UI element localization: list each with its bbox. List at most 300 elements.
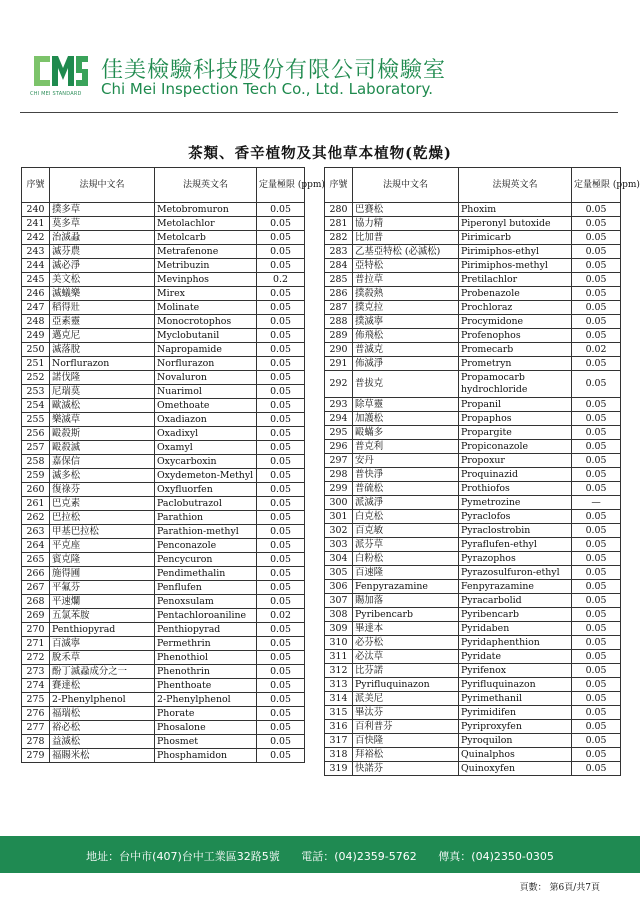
limit-cell: 0.05 <box>572 468 621 482</box>
row-number: 311 <box>325 650 353 664</box>
table-row <box>325 273 621 287</box>
table-row <box>325 524 621 538</box>
limit-cell: 0.05 <box>572 357 621 371</box>
chinese-name-cell: 拜裕松 <box>353 748 459 762</box>
row-number: 276 <box>22 707 50 721</box>
row-number: 310 <box>325 636 353 650</box>
row-number: 241 <box>22 217 50 231</box>
chinese-name-cell: Norflurazon <box>50 357 155 371</box>
row-number: 284 <box>325 259 353 273</box>
limit-cell: 0.05 <box>572 664 621 678</box>
limit-cell: 0.05 <box>257 245 305 259</box>
chinese-name-cell: 撲殺熱 <box>353 287 459 301</box>
row-number: 293 <box>325 398 353 412</box>
table-row <box>22 497 305 511</box>
chinese-name-cell: 白克松 <box>353 510 459 524</box>
english-name-cell: Quinalphos <box>459 748 572 762</box>
english-name-cell: Phosmet <box>155 735 257 749</box>
table-row <box>22 385 305 399</box>
chinese-name-cell: 平克座 <box>50 539 155 553</box>
table-row <box>325 301 621 315</box>
table-row <box>325 748 621 762</box>
english-name-cell: Oxadiazon <box>155 413 257 427</box>
english-name-cell: Phorate <box>155 707 257 721</box>
english-name-cell: Proquinazid <box>459 468 572 482</box>
table-row <box>22 553 305 567</box>
row-number: 283 <box>325 245 353 259</box>
limit-cell: 0.05 <box>572 566 621 580</box>
table-row <box>22 581 305 595</box>
pesticide-table-right <box>324 167 640 776</box>
row-number: 308 <box>325 608 353 622</box>
english-name-cell: Profenophos <box>459 329 572 343</box>
row-number: 266 <box>22 567 50 581</box>
table-row <box>325 762 621 776</box>
row-number: 248 <box>22 315 50 329</box>
table-row <box>325 357 621 371</box>
limit-cell: 0.05 <box>572 482 621 496</box>
row-number: 287 <box>325 301 353 315</box>
english-name-cell: Myclobutanil <box>155 329 257 343</box>
chinese-name-cell: 莫多草 <box>50 217 155 231</box>
limit-cell: 0.05 <box>572 552 621 566</box>
limit-cell: 0.05 <box>257 707 305 721</box>
english-name-cell: Metobromuron <box>155 203 257 217</box>
row-number: 317 <box>325 734 353 748</box>
chinese-name-cell: 百滅寧 <box>50 637 155 651</box>
row-number: 270 <box>22 623 50 637</box>
table-row <box>325 720 621 734</box>
english-name-cell: Pirimiphos-methyl <box>459 259 572 273</box>
english-name-cell: Propargite <box>459 426 572 440</box>
table-row <box>325 608 621 622</box>
row-number: 288 <box>325 315 353 329</box>
limit-cell: 0.05 <box>257 413 305 427</box>
limit-cell: 0.05 <box>257 749 305 763</box>
chinese-name-cell: Pyribencarb <box>353 608 459 622</box>
limit-cell: 0.05 <box>257 665 305 679</box>
table-row <box>22 273 305 287</box>
english-name-cell: Penflufen <box>155 581 257 595</box>
english-name-cell: Norflurazon <box>155 357 257 371</box>
row-number: 259 <box>22 469 50 483</box>
row-number: 273 <box>22 665 50 679</box>
row-number: 262 <box>22 511 50 525</box>
row-number: 300 <box>325 496 353 510</box>
row-number: 294 <box>325 412 353 426</box>
limit-cell: 0.05 <box>572 510 621 524</box>
chinese-name-cell: 百快隆 <box>353 734 459 748</box>
chinese-name-cell: 巴拉松 <box>50 511 155 525</box>
english-name-cell: Pyracarbolid <box>459 594 572 608</box>
row-number: 261 <box>22 497 50 511</box>
table-row <box>325 245 621 259</box>
chinese-name-cell: 樂滅草 <box>50 413 155 427</box>
limit-cell: 0.05 <box>257 385 305 399</box>
chinese-name-cell: 比芬諾 <box>353 664 459 678</box>
limit-cell: 0.05 <box>572 636 621 650</box>
chinese-name-cell: 畢達本 <box>353 622 459 636</box>
table-header-row <box>325 168 621 203</box>
table-row <box>22 441 305 455</box>
row-number: 246 <box>22 287 50 301</box>
row-number: 280 <box>325 203 353 217</box>
english-name-cell: Pymetrozine <box>459 496 572 510</box>
english-name-cell: Pyrifenox <box>459 664 572 678</box>
english-name-cell: Metolcarb <box>155 231 257 245</box>
chinese-name-cell: 復祿芬 <box>50 483 155 497</box>
header-chinese-name: 法規中文名 <box>353 168 459 203</box>
row-number: 316 <box>325 720 353 734</box>
table-row <box>22 413 305 427</box>
limit-cell: 0.05 <box>572 203 621 217</box>
table-row <box>325 217 621 231</box>
english-name-cell: 2-Phenylphenol <box>155 693 257 707</box>
row-number: 289 <box>325 329 353 343</box>
chinese-name-cell: 普克利 <box>353 440 459 454</box>
chinese-name-cell: 賓克隆 <box>50 553 155 567</box>
table-row <box>22 231 305 245</box>
limit-cell: 0.05 <box>572 762 621 776</box>
limit-cell: 0.05 <box>257 371 305 385</box>
chinese-name-cell: 派美尼 <box>353 692 459 706</box>
row-number: 253 <box>22 385 50 399</box>
limit-cell: 0.05 <box>257 679 305 693</box>
row-number: 267 <box>22 581 50 595</box>
english-name-cell: Metrafenone <box>155 245 257 259</box>
limit-cell: 0.05 <box>572 273 621 287</box>
english-name-cell: Metolachlor <box>155 217 257 231</box>
chinese-name-cell: 2-Phenylphenol <box>50 693 155 707</box>
header-limit: 定量極限 (ppm) <box>572 168 621 203</box>
table-row <box>325 329 621 343</box>
chinese-name-cell: 佈滅淨 <box>353 357 459 371</box>
chinese-name-cell: Fenpyrazamine <box>353 580 459 594</box>
row-number: 312 <box>325 664 353 678</box>
row-number: 319 <box>325 762 353 776</box>
limit-cell: 0.05 <box>572 245 621 259</box>
chinese-name-cell: 美文松 <box>50 273 155 287</box>
table-row <box>22 749 305 763</box>
table-row <box>325 454 621 468</box>
chinese-name-cell: 派滅淨 <box>353 496 459 510</box>
chinese-name-cell: 撲克拉 <box>353 301 459 315</box>
english-name-cell: Prochloraz <box>459 301 572 315</box>
header-divider <box>20 112 618 113</box>
table-row <box>22 679 305 693</box>
limit-cell: 0.05 <box>257 329 305 343</box>
chinese-name-cell: 安丹 <box>353 454 459 468</box>
english-name-cell: Pyridaben <box>459 622 572 636</box>
row-number: 304 <box>325 552 353 566</box>
table-row <box>325 412 621 426</box>
table-row <box>325 482 621 496</box>
english-name-cell: Probenazole <box>459 287 572 301</box>
row-number: 252 <box>22 371 50 385</box>
chinese-name-cell: 福賜米松 <box>50 749 155 763</box>
row-number: 247 <box>22 301 50 315</box>
limit-cell: 0.05 <box>257 287 305 301</box>
row-number: 278 <box>22 735 50 749</box>
table-row <box>22 357 305 371</box>
table-body-left <box>22 203 305 763</box>
chinese-name-cell: 比加普 <box>353 231 459 245</box>
table-row <box>22 693 305 707</box>
limit-cell: 0.05 <box>572 371 621 398</box>
row-number: 272 <box>22 651 50 665</box>
table-row <box>325 510 621 524</box>
limit-cell: 0.05 <box>257 721 305 735</box>
row-number: 290 <box>325 343 353 357</box>
english-name-cell: Phenthoate <box>155 679 257 693</box>
limit-cell: 0.05 <box>257 441 305 455</box>
table-row <box>22 511 305 525</box>
table-row <box>325 315 621 329</box>
table-row <box>22 427 305 441</box>
chinese-name-cell: 滅芬農 <box>50 245 155 259</box>
row-number: 255 <box>22 413 50 427</box>
english-name-cell: Pyrifluquinazon <box>459 678 572 692</box>
chinese-name-cell: 歐滅松 <box>50 399 155 413</box>
limit-cell: 0.05 <box>257 455 305 469</box>
header-english-name: 法規英文名 <box>155 168 257 203</box>
english-name-cell: Pyriproxyfen <box>459 720 572 734</box>
english-name-cell: Pyrazosulfuron-ethyl <box>459 566 572 580</box>
chinese-name-cell: 普快淨 <box>353 468 459 482</box>
logo-subtitle: CHI MEI STANDARD <box>30 91 82 97</box>
english-name-cell: Pyribencarb <box>459 608 572 622</box>
row-number: 301 <box>325 510 353 524</box>
table-row <box>22 567 305 581</box>
limit-cell: 0.05 <box>257 637 305 651</box>
english-name-cell: Parathion <box>155 511 257 525</box>
chinese-name-cell: 亞特松 <box>353 259 459 273</box>
limit-cell: 0.05 <box>572 440 621 454</box>
limit-cell: 0.05 <box>572 748 621 762</box>
english-name-cell: Oxamyl <box>155 441 257 455</box>
table-row <box>22 721 305 735</box>
table-row <box>325 734 621 748</box>
limit-cell: 0.05 <box>572 287 621 301</box>
english-name-cell: Penconazole <box>155 539 257 553</box>
chinese-name-cell: 稻得壯 <box>50 301 155 315</box>
english-name-cell: Pyridaphenthion <box>459 636 572 650</box>
english-name-cell: Napropamide <box>155 343 257 357</box>
table-row <box>22 287 305 301</box>
limit-cell: 0.05 <box>257 623 305 637</box>
chinese-name-cell: 百速隆 <box>353 566 459 580</box>
table-row <box>325 259 621 273</box>
limit-cell: 0.05 <box>572 594 621 608</box>
english-name-cell: Phenothrin <box>155 665 257 679</box>
english-name-cell: Prometryn <box>459 357 572 371</box>
table-row <box>325 398 621 412</box>
table-body-right <box>325 203 621 776</box>
chinese-name-cell: 加護松 <box>353 412 459 426</box>
english-name-cell: Pentachloroaniline <box>155 609 257 623</box>
limit-cell: 0.05 <box>572 412 621 426</box>
english-name-cell: Phosalone <box>155 721 257 735</box>
limit-cell: 0.05 <box>257 203 305 217</box>
english-name-cell: Pretilachlor <box>459 273 572 287</box>
row-number: 258 <box>22 455 50 469</box>
table-row <box>22 595 305 609</box>
english-name-cell: Parathion-methyl <box>155 525 257 539</box>
row-number: 268 <box>22 595 50 609</box>
row-number: 295 <box>325 426 353 440</box>
table-row <box>22 217 305 231</box>
chinese-name-cell: 賜加落 <box>353 594 459 608</box>
chinese-name-cell: 滅必淨 <box>50 259 155 273</box>
company-name-english: Chi Mei Inspection Tech Co., Ltd. Laboratory. <box>101 80 433 98</box>
row-number: 291 <box>325 357 353 371</box>
company-name-chinese: 佳美檢驗科技股份有限公司檢驗室 <box>101 58 447 83</box>
row-number: 305 <box>325 566 353 580</box>
english-name-cell: Oxycarboxin <box>155 455 257 469</box>
table-row <box>22 609 305 623</box>
table-row <box>22 371 305 385</box>
chinese-name-cell: 裕必松 <box>50 721 155 735</box>
row-number: 303 <box>325 538 353 552</box>
english-name-cell: Omethoate <box>155 399 257 413</box>
chinese-name-cell: 亞素靈 <box>50 315 155 329</box>
limit-cell: 0.05 <box>257 469 305 483</box>
chinese-name-cell: 畢汰芬 <box>353 706 459 720</box>
english-name-cell: Pyraclofos <box>459 510 572 524</box>
table-row <box>325 566 621 580</box>
header-chinese-name: 法規中文名 <box>50 168 155 203</box>
limit-cell: — <box>572 496 621 510</box>
footer-address: 地址：台中市(407)台中工業區32路5號 <box>86 850 280 863</box>
english-name-cell: Monocrotophos <box>155 315 257 329</box>
limit-cell: 0.05 <box>572 720 621 734</box>
chinese-name-cell: 益滅松 <box>50 735 155 749</box>
english-name-cell: Metribuzin <box>155 259 257 273</box>
chinese-name-cell: 毆殺滅 <box>50 441 155 455</box>
company-logo <box>30 52 92 90</box>
chinese-name-cell: 乙基亞特松 (必滅松) <box>353 245 459 259</box>
limit-cell: 0.05 <box>257 511 305 525</box>
english-name-cell: Piperonyl butoxide <box>459 217 572 231</box>
table-row <box>325 496 621 510</box>
english-name-cell: Phosphamidon <box>155 749 257 763</box>
header-limit: 定量極限 (ppm) <box>257 168 305 203</box>
page-number: 頁數： 第6頁/共7頁 <box>519 883 600 893</box>
table-row <box>22 707 305 721</box>
table-row <box>325 203 621 217</box>
table-row <box>22 315 305 329</box>
chinese-name-cell: 平速爛 <box>50 595 155 609</box>
english-name-cell: Pyrimidifen <box>459 706 572 720</box>
chinese-name-cell: 毆殺斯 <box>50 427 155 441</box>
letterhead <box>0 0 640 110</box>
limit-cell: 0.05 <box>572 231 621 245</box>
table-row <box>22 399 305 413</box>
row-number: 269 <box>22 609 50 623</box>
row-number: 313 <box>325 678 353 692</box>
table-row <box>22 665 305 679</box>
chinese-name-cell: 必汰草 <box>353 650 459 664</box>
limit-cell: 0.05 <box>257 539 305 553</box>
row-number: 282 <box>325 231 353 245</box>
limit-cell: 0.05 <box>572 315 621 329</box>
pesticide-table-left <box>21 167 325 763</box>
chinese-name-cell: 治滅蝨 <box>50 231 155 245</box>
row-number: 257 <box>22 441 50 455</box>
english-name-cell: Pyrazophos <box>459 552 572 566</box>
chinese-name-cell: 撲多草 <box>50 203 155 217</box>
limit-cell: 0.05 <box>257 427 305 441</box>
limit-cell: 0.05 <box>572 524 621 538</box>
row-number: 309 <box>325 622 353 636</box>
row-number: 277 <box>22 721 50 735</box>
chinese-name-cell: 甲基巴拉松 <box>50 525 155 539</box>
limit-cell: 0.05 <box>257 259 305 273</box>
english-name-cell: Permethrin <box>155 637 257 651</box>
limit-cell: 0.05 <box>257 735 305 749</box>
table-row <box>22 245 305 259</box>
chinese-name-cell: 百利普芬 <box>353 720 459 734</box>
english-name-cell: Prothiofos <box>459 482 572 496</box>
row-number: 299 <box>325 482 353 496</box>
table-row <box>325 552 621 566</box>
chinese-name-cell: 五氯苯胺 <box>50 609 155 623</box>
table-row <box>325 287 621 301</box>
header-english-name: 法規英文名 <box>459 168 572 203</box>
row-number: 315 <box>325 706 353 720</box>
table-row <box>325 664 621 678</box>
limit-cell: 0.05 <box>572 538 621 552</box>
english-name-cell: Pendimethalin <box>155 567 257 581</box>
english-name-cell: Novaluron <box>155 371 257 385</box>
english-name-cell: Molinate <box>155 301 257 315</box>
table-row <box>22 623 305 637</box>
chinese-name-cell: 脫禾草 <box>50 651 155 665</box>
limit-cell: 0.05 <box>257 357 305 371</box>
limit-cell: 0.05 <box>257 693 305 707</box>
chinese-name-cell: 嘉保信 <box>50 455 155 469</box>
table-row <box>325 580 621 594</box>
table-row <box>22 483 305 497</box>
chinese-name-cell: 普滅克 <box>353 343 459 357</box>
table-row <box>325 538 621 552</box>
chinese-name-cell: 百克敏 <box>353 524 459 538</box>
document-title: 茶類、香辛植物及其他草本植物(乾燥) <box>188 145 452 162</box>
row-number: 275 <box>22 693 50 707</box>
chinese-name-cell: 諾伐隆 <box>50 371 155 385</box>
row-number: 297 <box>325 454 353 468</box>
limit-cell: 0.05 <box>572 622 621 636</box>
row-number: 298 <box>325 468 353 482</box>
table-row <box>325 426 621 440</box>
english-name-cell: Mirex <box>155 287 257 301</box>
chinese-name-cell: 巴克素 <box>50 497 155 511</box>
english-name-cell: Fenpyrazamine <box>459 580 572 594</box>
limit-cell: 0.05 <box>572 678 621 692</box>
table-row <box>22 343 305 357</box>
table-row <box>325 636 621 650</box>
table-row <box>22 469 305 483</box>
chinese-name-cell: 福瑞松 <box>50 707 155 721</box>
english-name-cell: Pyroquilon <box>459 734 572 748</box>
english-name-cell: Phenothiol <box>155 651 257 665</box>
chinese-name-cell: 白粉松 <box>353 552 459 566</box>
english-name-cell: Pencycuron <box>155 553 257 567</box>
english-name-cell: Mevinphos <box>155 273 257 287</box>
limit-cell: 0.05 <box>572 608 621 622</box>
table-row <box>325 706 621 720</box>
row-number: 265 <box>22 553 50 567</box>
